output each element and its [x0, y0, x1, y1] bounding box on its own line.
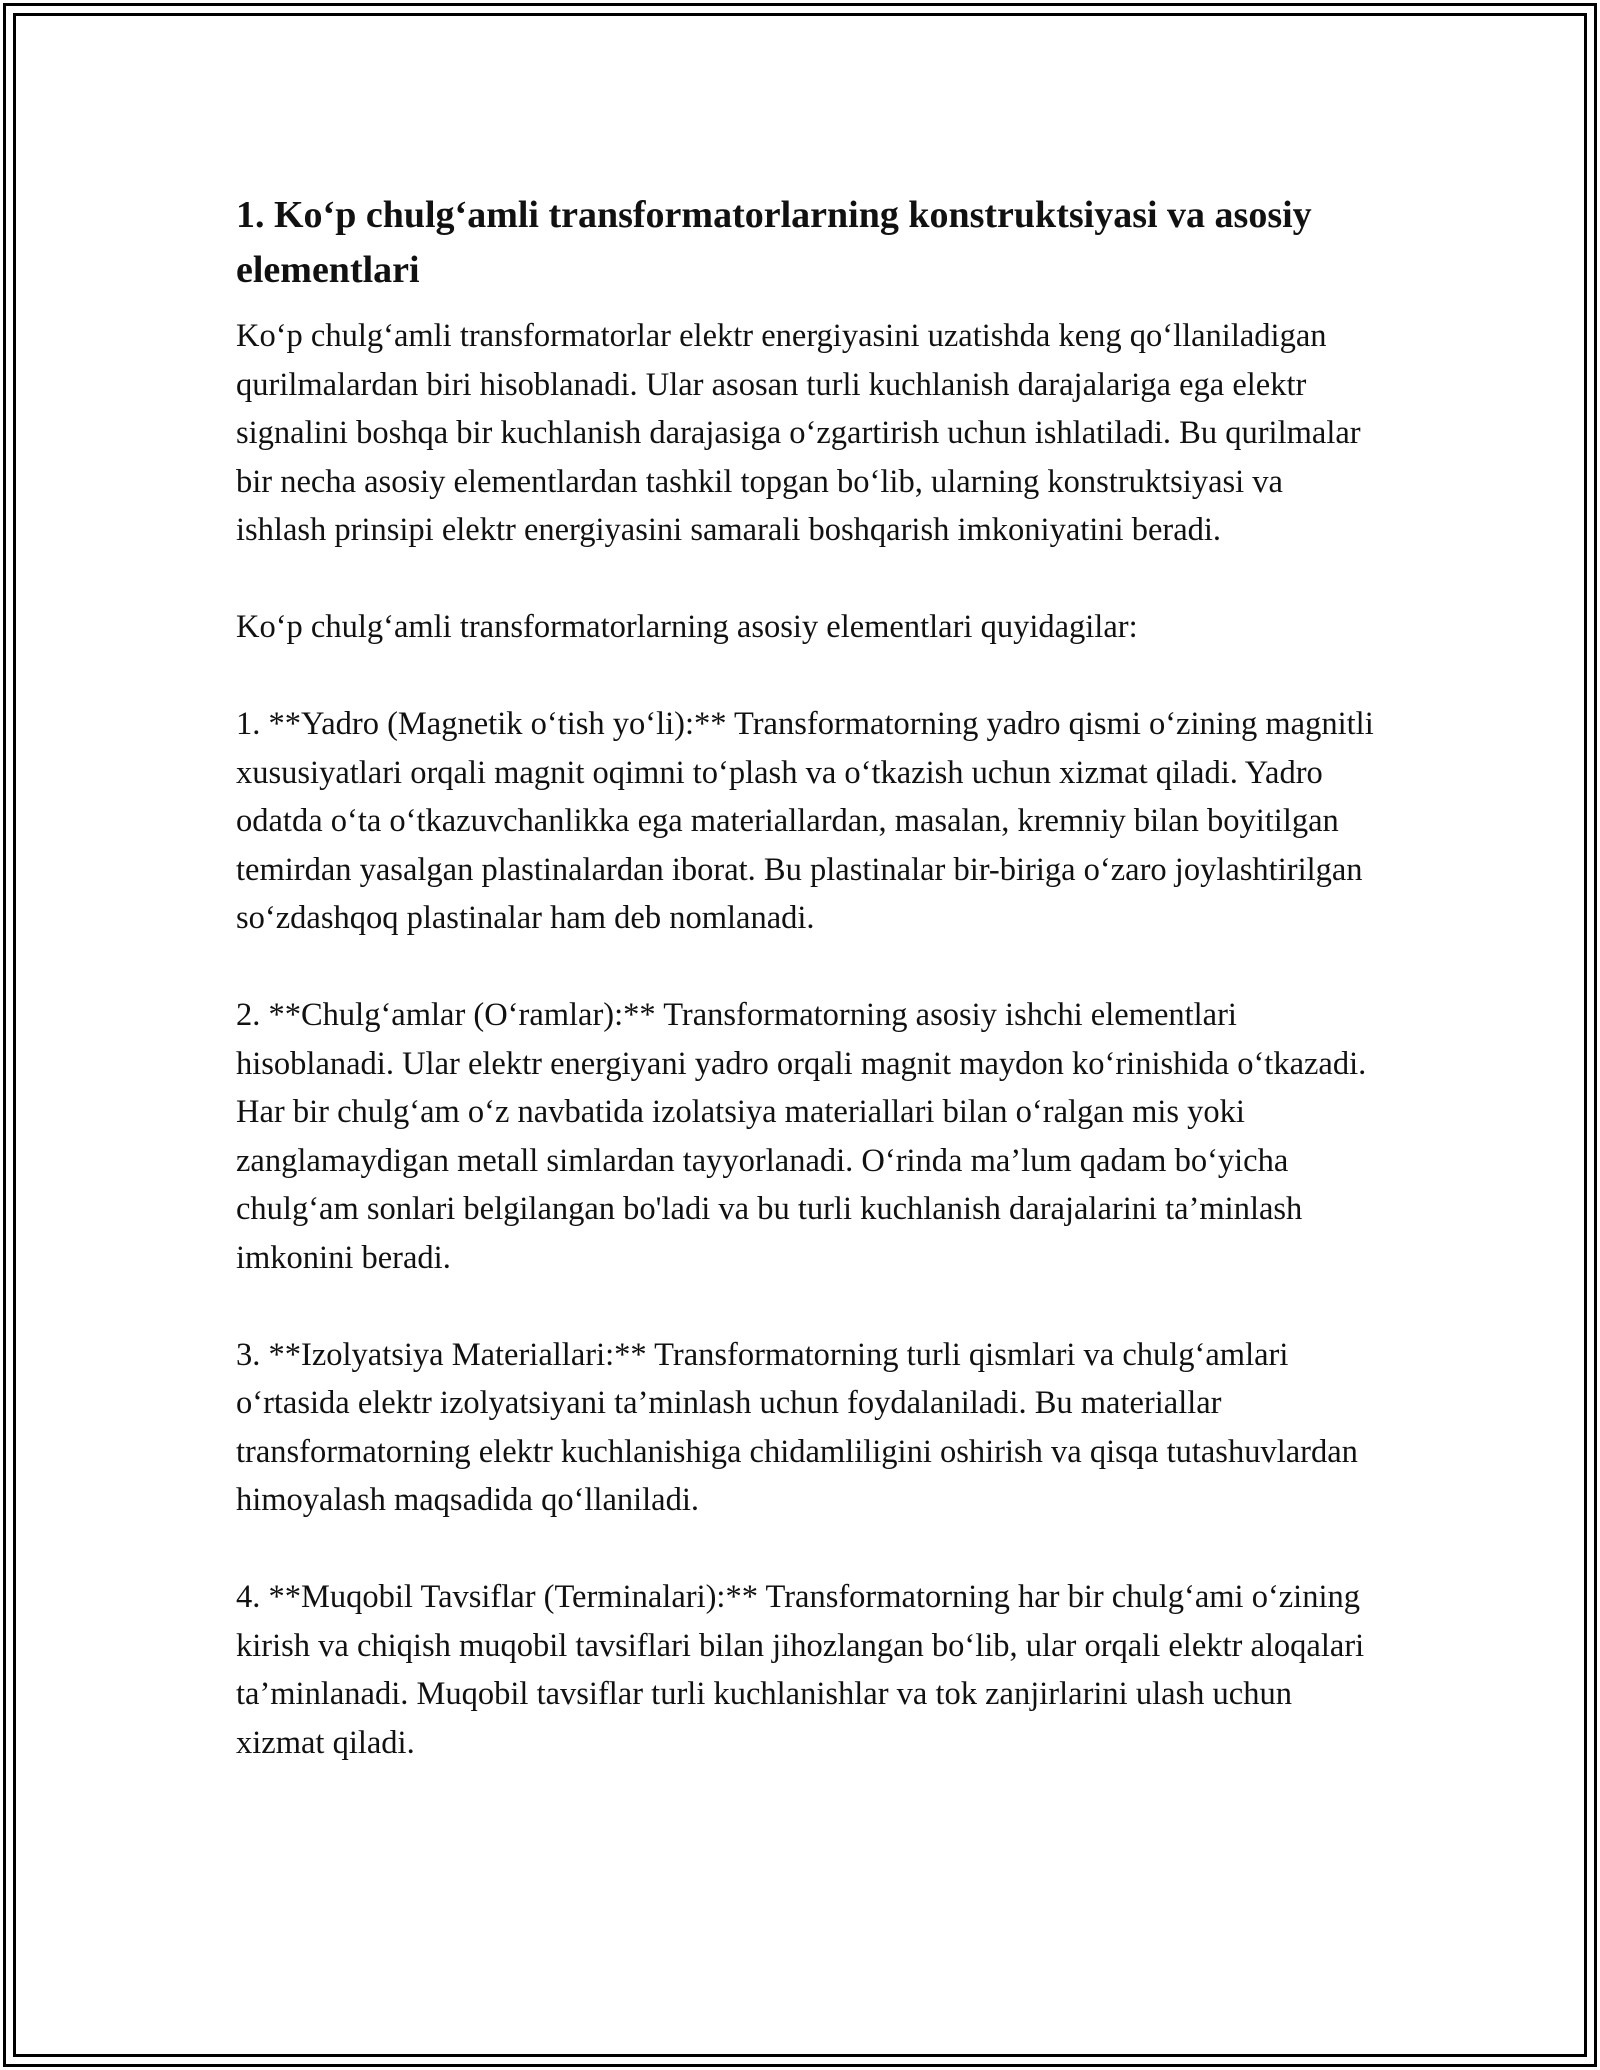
list-item-windings: 2. **Chulg‘amlar (O‘ramlar):** Transformatorning asosiy ishchi elementlari hisoblanadi. Ular elektr energiyani yadro orqali magnit maydon ko‘rinishida o‘tkazadi. Har bir chulg‘am o‘z navbatida izolatsiya materiallari bilan o‘ralgan mis yoki zanglamaydigan metall simlardan tayyorlanadi. O‘rinda ma’lum qadam bo‘yicha chulg‘am sonlari belgilangan bo'ladi va bu turli kuchlanish darajalarini ta’minlash imkonini beradi. — [236, 997, 1367, 1276]
document-body — [236, 180, 1376, 1816]
intro-paragraph: Ko‘p chulg‘amli transformatorlar elektr energiyasini uzatishda keng qo‘llaniladigan qurilmalardan biri hisoblanadi. Ular asosan turli kuchlanish darajalariga ega elektr signalini boshqa bir kuchlanish darajasiga o‘zgartirish uchun ishlatiladi. Bu qurilmalar bir necha asosiy elementlardan tashkil topgan bo‘lib, ularning konstruktsiyasi va ishlash prinsipi elektr energiyasini samarali boshqarish imkoniyatini beradi. — [236, 318, 1361, 548]
list-item-core: 1. **Yadro (Magnetik o‘tish yo‘li):** Transformatorning yadro qismi o‘zining magnitli xususiyatlari orqali magnit oqimni to‘plash va o‘tkazish uchun xizmat qiladi. Yadro odatda o‘ta o‘tkazuvchanlikka ega materiallardan, masalan, kremniy bilan boyitilgan temirdan yasalgan plastinalardan iborat. Bu plastinalar bir-biriga o‘zaro joylashtirilgan so‘zdashqoq plastinalar ham deb nomlanadi. — [236, 706, 1374, 936]
section-heading: 1. Ko‘p chulg‘amli transformatorlarning konstruktsiyasi va asosiy elementlari — [236, 194, 1312, 291]
list-item-insulation: 3. **Izolyatsiya Materiallari:** Transformatorning turli qismlari va chulg‘amlari o‘rtasida elektr izolyatsiyani ta’minlash uchun foydalaniladi. Bu materiallar transformatorning elektr kuchlanishiga chidamliligini oshirish va qisqa tutashuvlardan himoyalash maqsadida qo‘llaniladi. — [236, 1336, 1358, 1518]
list-intro-paragraph: Ko‘p chulg‘amli transformatorlarning asosiy elementlari quyidagilar: — [236, 609, 1138, 645]
list-item-terminals: 4. **Muqobil Tavsiflar (Terminalari):** Transformatorning har bir chulg‘ami o‘zining kirish va chiqish muqobil tavsiflari bilan jihozlangan bo‘lib, ular orqali elektr aloqalari ta’minlanadi. Muqobil tavsiflar turli kuchlanishlar va tok zanjirlarini ulash uchun xizmat qiladi. — [236, 1579, 1365, 1761]
